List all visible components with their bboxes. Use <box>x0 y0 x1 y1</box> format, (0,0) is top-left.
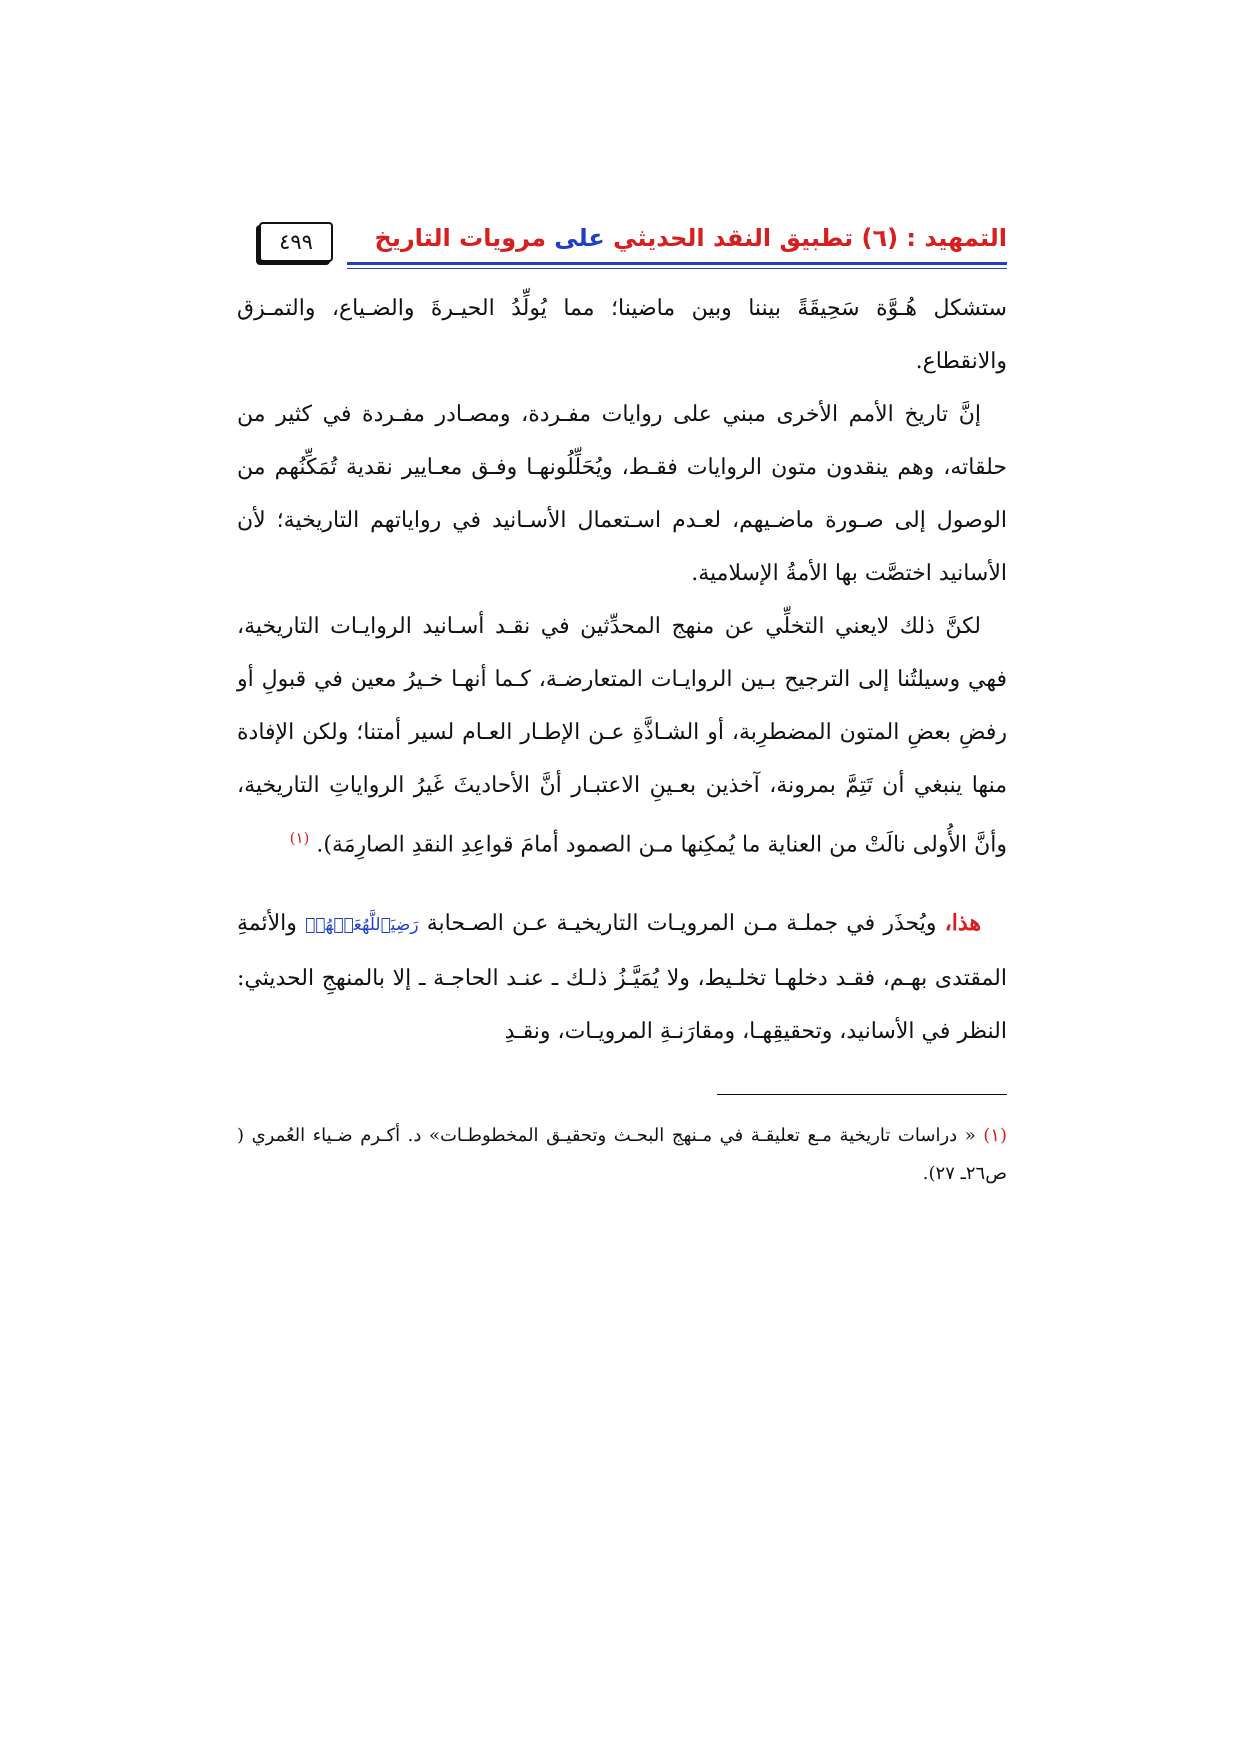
paragraph-1: ستشكل هُـوَّة سَحِيقَةً بيننا وبين ماضينا؛ مما يُولِّدُ الحيـرةَ والضـياع، والتمـزق والانقطاع. <box>237 296 1007 374</box>
footnote-number: (١) <box>983 1125 1007 1147</box>
document-page <box>237 200 1007 1193</box>
paragraph-4-text-b: والأئمةِ المقتدى بهـم، فقـد دخلهـا تخلـيط، ولا يُمَيَّـزُ ذلـك ـ عنـد الحاجـة ـ إلا بالمنهجِ الحديثي: النظر في الأسانيد، وتحقيقِهـا، ومقارَنـةِ المرويـات، ونقـدِ <box>237 911 1007 1045</box>
running-title-part2: على <box>554 224 605 252</box>
header-rule-thin <box>347 268 1007 269</box>
page-number-box: ٤٩٩ <box>259 222 333 262</box>
running-title <box>375 224 1007 252</box>
running-title-part3: مرويات التاريخ <box>374 224 555 252</box>
footnote-text: « دراسات تاريخية مـع تعليقـة في مـنهج البحـث وتحقيـق المخطوطـات» د. أكـرم ضـياء العُمري ( ص٢٦ـ ٢٧). <box>237 1125 1007 1185</box>
footnote <box>237 1117 1007 1193</box>
running-title-part1: التمهيد : (٦) تطبيق النقد الحديثي <box>604 224 1007 252</box>
paragraph-3-text: لكنَّ ذلك لايعني التخلِّي عن منهج المحدِّثين في نقـد أسـانيد الروايـات التاريخية، فهي وسيلتُنا إلى الترجيح بـين الروايـات المتعارضـة، كـما أنهـا خـيرُ معين في قبولِ أو رفضِ بعضِ المتون المضطرِبة، أو الشـاذَّةِ عـن الإطـار العـام لسير أمتنا؛ ولكن الإفادة منها ينبغي أن تَتِمَّ بمرونة، آخذين بعـينِ الاعتبـار أنَّ الأحاديثَ غَيرُ الرواياتِ التاريخية، وأنَّ الأُولى نالَتْ من العناية ما يُمكِنها مـن الصمود أمامَ قواعِدِ النقدِ الصارِمَة). <box>237 614 1007 858</box>
footnote-reference[interactable]: (١) <box>289 829 310 847</box>
body-text <box>237 282 1007 1058</box>
paragraph-4-text-a: ويُحذَر في جملـة مـن المرويـات التاريخيـة عـن الصـحابة <box>418 911 945 937</box>
footnote-separator <box>717 1094 1007 1095</box>
page-header <box>237 200 1007 270</box>
paragraph-4 <box>237 897 1007 1058</box>
paragraph-3 <box>237 600 1007 871</box>
paragraph-2: إنَّ تاريخ الأمم الأخرى مبني على روايات مفـردة، ومصـادر مفـردة في كثير من حلقاته، وهم ينقدون متون الروايات فقـط، ويُحَلِّلُونهـا وفـق معـايير نقدية تُمَكِّنُهم من الوصول إلى صـورة ماضـيهم، لعـدم اسـتعمال الأسـانيد في رواياتهم التاريخية؛ لأن الأسانيد اختصَّت بها الأمةُ الإسلامية. <box>237 402 1007 586</box>
honorific-glyph: رَضِيَٱللَّهُعَنۡهُمۡ <box>305 915 419 936</box>
paragraph-4-lead: هذا، <box>944 910 981 937</box>
header-rule <box>347 262 1007 265</box>
